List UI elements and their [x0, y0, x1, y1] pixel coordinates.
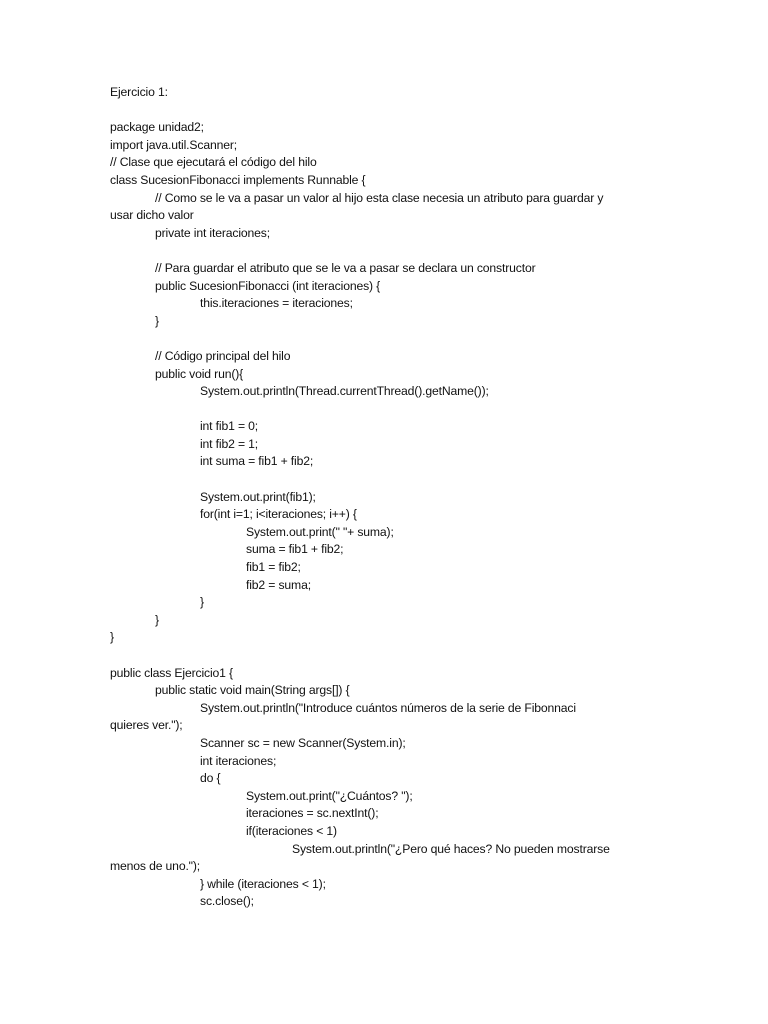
code-line: int fib1 = 0; — [200, 419, 259, 434]
code-line: this.iteraciones = iteraciones; — [200, 296, 353, 311]
code-line: iteraciones = sc.nextInt(); — [246, 806, 379, 821]
code-line: System.out.print(" "+ suma); — [246, 524, 394, 539]
code-line: // Para guardar el atributo que se le va a pasar se declara un constructor — [155, 260, 536, 275]
code-line: usar dicho valor — [110, 208, 194, 223]
code-line: suma = fib1 + fib2; — [246, 542, 344, 557]
code-line: // Clase que ejecutará el código del hilo — [110, 155, 317, 170]
code-line — [110, 471, 650, 489]
code-line: public class Ejercicio1 { — [110, 665, 233, 680]
document-title: Ejercicio 1: — [110, 85, 168, 99]
code-line: if(iteraciones < 1) — [246, 823, 337, 838]
code-line: fib2 = suma; — [246, 577, 311, 592]
code-line: // Como se le va a pasar un valor al hijo esta clase necesia un atributo para guardar y — [155, 190, 604, 205]
code-line: } — [200, 595, 204, 610]
code-line: } — [110, 630, 114, 645]
code-line: } — [155, 612, 159, 627]
code-line: import java.util.Scanner; — [110, 137, 237, 152]
code-line: private int iteraciones; — [155, 225, 270, 240]
code-line: int suma = fib1 + fib2; — [200, 454, 314, 469]
code-line: menos de uno."); — [110, 859, 201, 874]
code-line — [110, 102, 650, 120]
code-line — [110, 330, 650, 348]
code-line: class SucesionFibonacci implements Runnable { — [110, 172, 366, 187]
code-line: sc.close(); — [200, 894, 254, 909]
code-line: do { — [200, 771, 221, 786]
code-line: System.out.print(fib1); — [200, 489, 316, 504]
code-listing — [110, 102, 650, 911]
code-line: quieres ver."); — [110, 718, 183, 733]
code-line: System.out.println("¿Pero qué haces? No pueden mostrarse — [292, 841, 610, 856]
code-line: int iteraciones; — [200, 753, 277, 768]
code-line: System.out.print("¿Cuántos? "); — [246, 788, 413, 803]
code-line: Scanner sc = new Scanner(System.in); — [200, 735, 406, 750]
code-line: package unidad2; — [110, 120, 204, 135]
code-line — [110, 401, 650, 419]
code-line: fib1 = fib2; — [246, 560, 301, 575]
code-line: public void run(){ — [155, 366, 244, 381]
code-line: public static void main(String args[]) { — [155, 683, 350, 698]
code-line: public SucesionFibonacci (int iteraciones) { — [155, 278, 381, 293]
code-line: int fib2 = 1; — [200, 436, 259, 451]
code-line: System.out.println(Thread.currentThread().getName()); — [200, 384, 489, 399]
document-body — [110, 84, 650, 911]
code-line: System.out.println("Introduce cuántos números de la serie de Fibonnaci — [200, 700, 576, 715]
code-line — [110, 242, 650, 260]
code-line: } — [155, 313, 159, 328]
code-line — [110, 647, 650, 665]
code-line: // Código principal del hilo — [155, 348, 291, 363]
code-line: for(int i=1; i<iteraciones; i++) { — [200, 507, 357, 522]
code-line: } while (iteraciones < 1); — [200, 876, 326, 891]
